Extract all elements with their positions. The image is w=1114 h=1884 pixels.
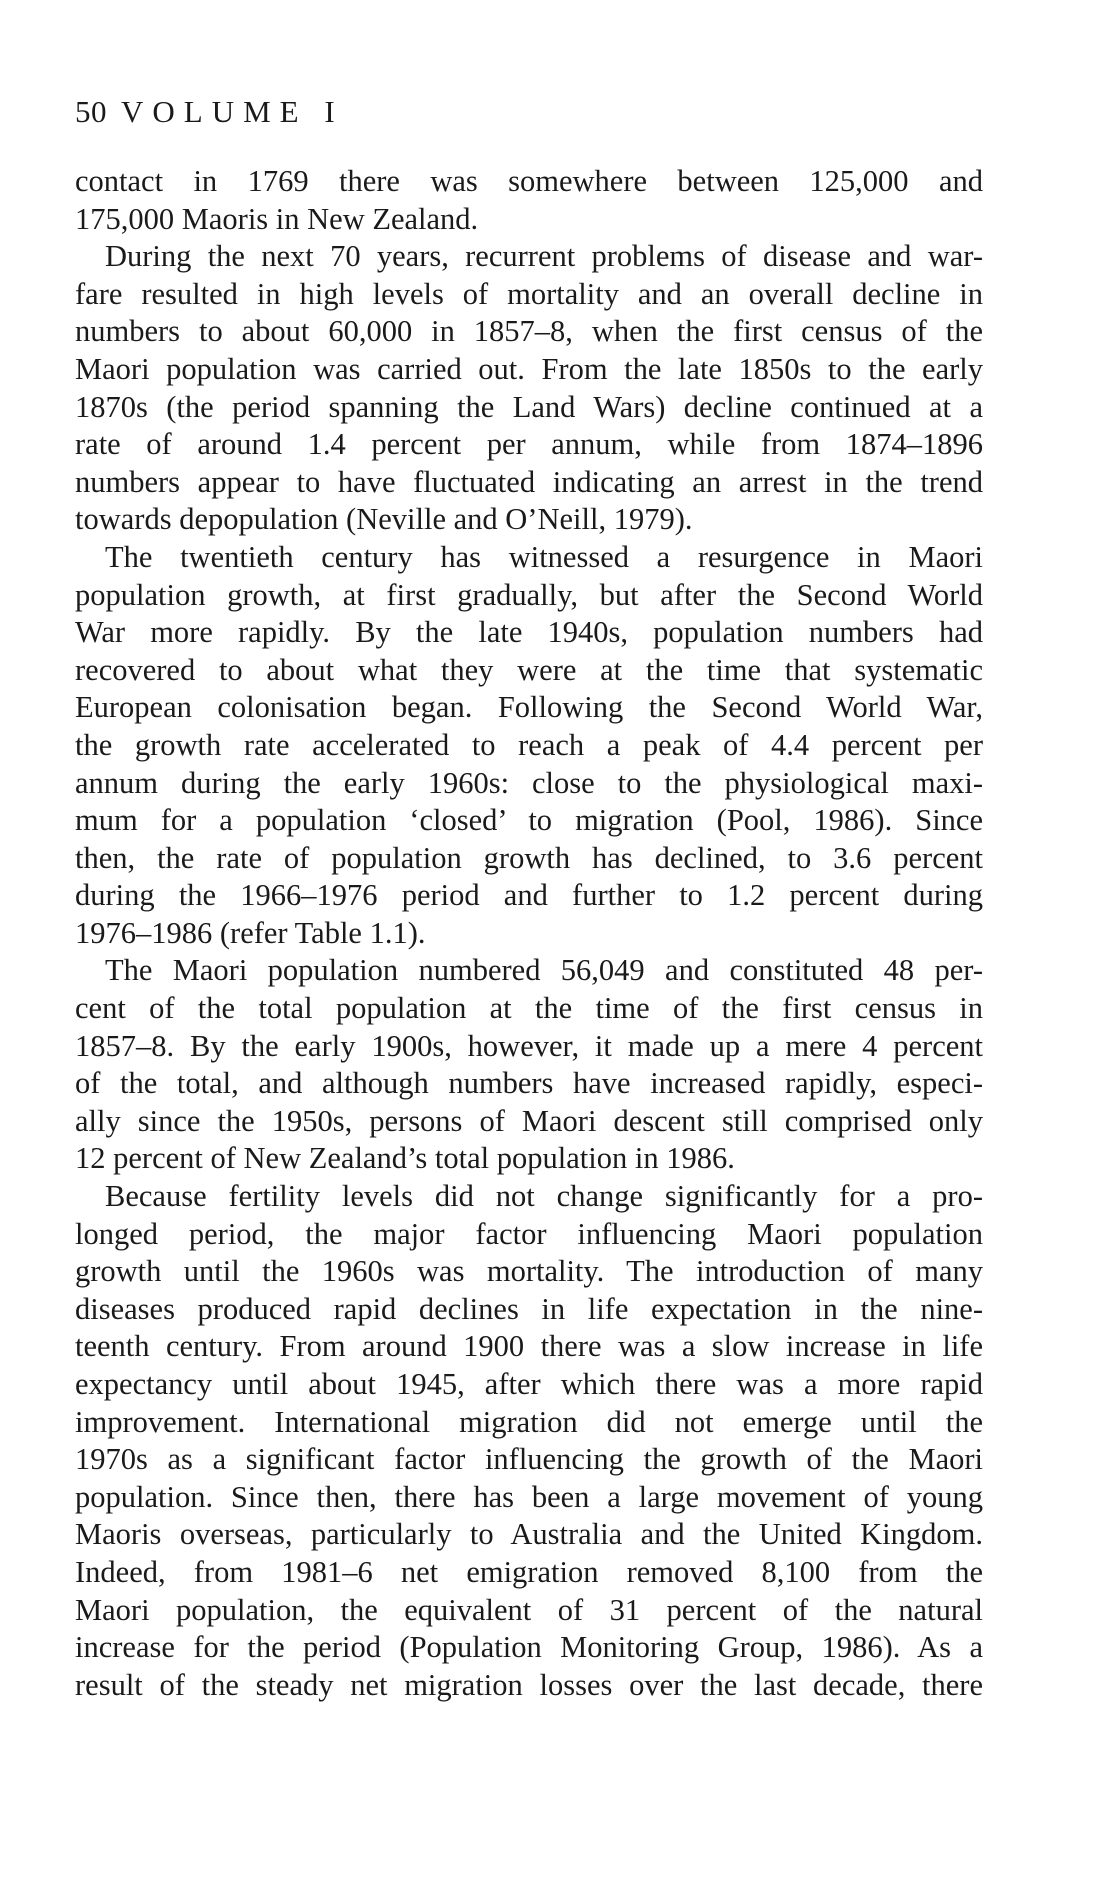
text-line: contact in 1769 there was somewhere between 125,000 and — [75, 164, 983, 198]
body-text — [75, 163, 983, 1704]
page-number: 50 — [75, 94, 107, 129]
text-line: Maori population, the equivalent of 31 percent of the natural — [75, 1592, 983, 1627]
text-line: Indeed, from 1981–6 net emigration removed 8,100 from the — [75, 1554, 983, 1589]
text-line: result of the steady net migration losses over the last decade, there — [75, 1667, 983, 1702]
volume-label: VOLUME I — [121, 94, 344, 129]
text-line: numbers to about 60,000 in 1857–8, when the first census of the — [75, 314, 983, 349]
text-line: ally since the 1950s, persons of Maori descent still comprised only — [75, 1103, 983, 1138]
text-line: 175,000 Maoris in New Zealand. — [75, 201, 479, 236]
text-line: towards depopulation (Neville and O’Neill, 1979). — [75, 502, 693, 537]
paragraph-continued — [75, 163, 983, 238]
text-line: longed period, the major factor influencing Maori population — [75, 1216, 983, 1251]
text-line: 1857–8. By the early 1900s, however, it made up a mere 4 percent — [75, 1028, 983, 1063]
text-line: Because fertility levels did not change significantly for a pro- — [105, 1179, 983, 1214]
text-line: 1970s as a significant factor influencing the growth of the Maori — [75, 1442, 983, 1477]
text-line: then, the rate of population growth has declined, to 3.6 percent — [75, 840, 983, 875]
text-line: The twentieth century has witnessed a resurgence in Maori — [105, 539, 983, 574]
text-line: during the 1966–1976 period and further to 1.2 percent during — [75, 878, 983, 913]
text-line: Maori population was carried out. From the late 1850s to the early — [75, 351, 983, 386]
text-line: of the total, and although numbers have increased rapidly, especi- — [75, 1066, 983, 1101]
paragraph — [75, 238, 983, 539]
text-line: 1870s (the period spanning the Land Wars) decline continued at a — [75, 389, 983, 424]
text-line: expectancy until about 1945, after which there was a more rapid — [75, 1367, 983, 1401]
text-line: mum for a population ‘closed’ to migration (Pool, 1986). Since — [75, 803, 983, 838]
text-line: fare resulted in high levels of mortality and an overall decline in — [75, 276, 983, 311]
text-line: 12 percent of New Zealand’s total population in 1986. — [75, 1141, 735, 1176]
text-line: cent of the total population at the time of the first census in — [75, 991, 983, 1026]
text-line: recovered to about what they were at the time that systematic — [75, 652, 983, 687]
text-line: rate of around 1.4 percent per annum, while from 1874–1896 — [75, 427, 983, 462]
text-line: annum during the early 1960s: close to the physiological maxi- — [75, 765, 983, 800]
paragraph — [75, 952, 983, 1178]
text-line: population. Since then, there has been a large movement of young — [75, 1479, 983, 1514]
text-line: Maoris overseas, particularly to Australia and the United Kingdom. — [75, 1517, 983, 1552]
text-line: improvement. International migration did not emerge until the — [75, 1404, 983, 1439]
text-line: War more rapidly. By the late 1940s, population numbers had — [75, 615, 983, 650]
text-line: The Maori population numbered 56,049 and constituted 48 per- — [105, 953, 983, 988]
text-line: During the next 70 years, recurrent problems of disease and war- — [105, 239, 983, 274]
text-line: 1976–1986 (refer Table 1.1). — [75, 915, 426, 950]
paragraph — [75, 539, 983, 953]
text-line: diseases produced rapid declines in life expectation in the nine- — [75, 1291, 983, 1326]
text-line: numbers appear to have fluctuated indicating an arrest in the trend — [75, 464, 983, 499]
running-head — [75, 92, 344, 132]
text-line: population growth, at first gradually, but after the Second World — [75, 577, 983, 612]
text-line: European colonisation began. Following the Second World War, — [75, 690, 983, 725]
text-line: growth until the 1960s was mortality. The introduction of many — [75, 1254, 983, 1289]
paragraph — [75, 1178, 983, 1704]
text-line: the growth rate accelerated to reach a peak of 4.4 percent per — [75, 727, 983, 762]
text-line: increase for the period (Population Monitoring Group, 1986). As a — [75, 1630, 983, 1665]
text-line: teenth century. From around 1900 there was a slow increase in life — [75, 1329, 983, 1364]
